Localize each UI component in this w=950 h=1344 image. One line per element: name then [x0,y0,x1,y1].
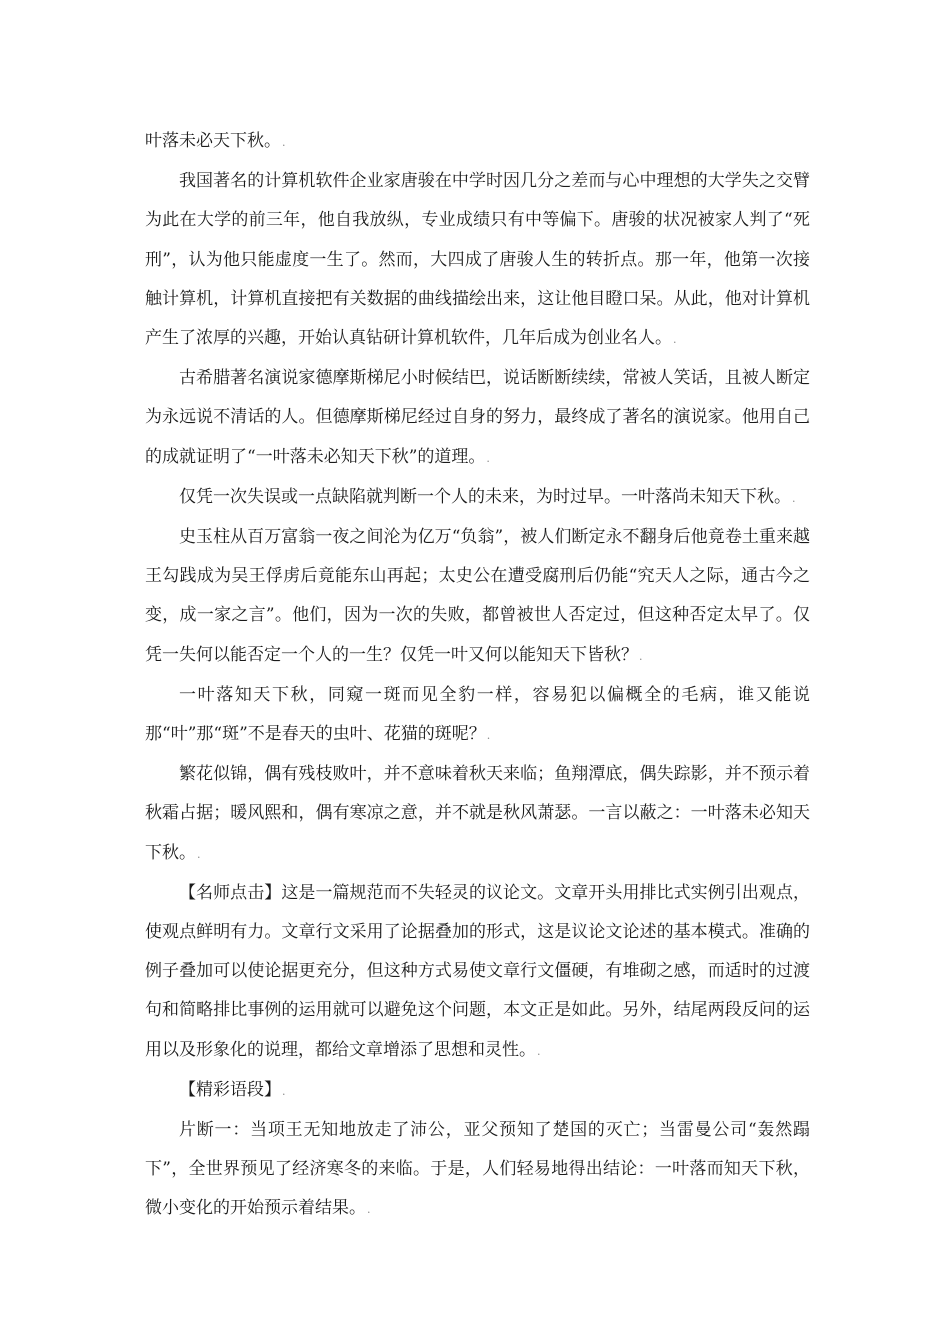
paragraph-mark: . [486,451,490,465]
paragraph-teacher-comment: 【名师点击】这是一篇规范而不失轻灵的议论文。文章开头用排比式实例引出观点，使观点鲜明有力。文章行文采用了论据叠加的形式，这是议论文论述的基本模式。准确的例子叠加可以使论据更充分，但这种方式易使文章行文僵硬，有堆砌之感，而适时的过渡句和简略排比事例的运用就可以避免这个问题，本文正是如此。另外，结尾两段反问的运用以及形象化的说理，都给文章增添了思想和灵性。. [145,882,810,1060]
paragraph-mark: . [792,491,796,505]
paragraph-3: 古希腊著名演说家德摩斯梯尼小时候结巴，说话断断续续，常被人笑话，且被人断定为永远说不清话的人。但德摩斯梯尼经过自身的努力，最终成了著名的演说家。他用自己的成就证明了“一叶落未必知天下秋”的道理。. [145,368,810,467]
paragraph-1: 叶落未必天下秋。. [145,131,286,151]
paragraph-4: 仅凭一次失误或一点缺陷就判断一个人的未来，为时过早。一叶落尚未知天下秋。. [179,486,796,507]
paragraph-5: 史玉柱从百万富翁一夜之间沦为亿万“负翁”，被人们断定永不翻身后他竟卷土重来越王勾践成为吴王俘虏后竟能东山再起；太史公在遭受腐刑后仍能“究天人之际，通古今之变，成一家之言”。他们，因为一次的失败，都曾被世人否定过，但这种否定太早了。仅凭一失何以能否定一个人的一生？仅凭一叶又何以能知天下皆秋？. [145,527,810,665]
paragraph-mark: . [639,649,643,663]
document-body [145,122,810,1230]
paragraph-mark: . [282,136,286,149]
paragraph-6: 一叶落知天下秋，同窥一斑而见全豹一样，容易犯以偏概全的毛病，谁又能说那“叶”那“斑”不是春天的虫叶、花猫的斑呢？. [145,684,810,745]
paragraph-mark: . [537,1044,541,1058]
paragraph-mark: . [282,1084,286,1098]
paragraph-mark: . [486,729,491,743]
paragraph-2: 我国著名的计算机软件企业家唐骏在中学时因几分之差而与心中理想的大学失之交臂为此在大学的前三年，他自我放纵，专业成绩只有中等偏下。唐骏的状况被家人判了“死刑”，认为他只能虚度一生了。然而，大四成了唐骏人生的转折点。那一年，他第一次接触计算机，计算机直接把有关数据的曲线描绘出来，这让他目瞪口呆。从此，他对计算机产生了浓厚的兴趣，开始认真钻研计算机软件，几年后成为创业名人。. [145,171,810,349]
paragraph-7: 繁花似锦，偶有残枝败叶，并不意味着秋天来临；鱼翔潭底，偶失踪影，并不预示着秋霜占据；暖风熙和，偶有寒凉之意，并不就是秋风萧瑟。一言以蔽之：一叶落未必知天下秋。. [145,764,810,863]
paragraph-mark: . [367,1203,371,1217]
paragraph-excerpt-1: 片断一：当项王无知地放走了沛公，亚父预知了楚国的灭亡；当雷曼公司“轰然蹋下”，全世界预见了经济寒冬的来临。于是，人们轻易地得出结论：一叶落而知天下秋，微小变化的开始预示着结果。. [145,1120,810,1219]
paragraph-mark: . [197,847,201,861]
paragraph-mark: . [673,333,677,347]
section-heading-excerpts: 【精彩语段】. [179,1079,286,1100]
